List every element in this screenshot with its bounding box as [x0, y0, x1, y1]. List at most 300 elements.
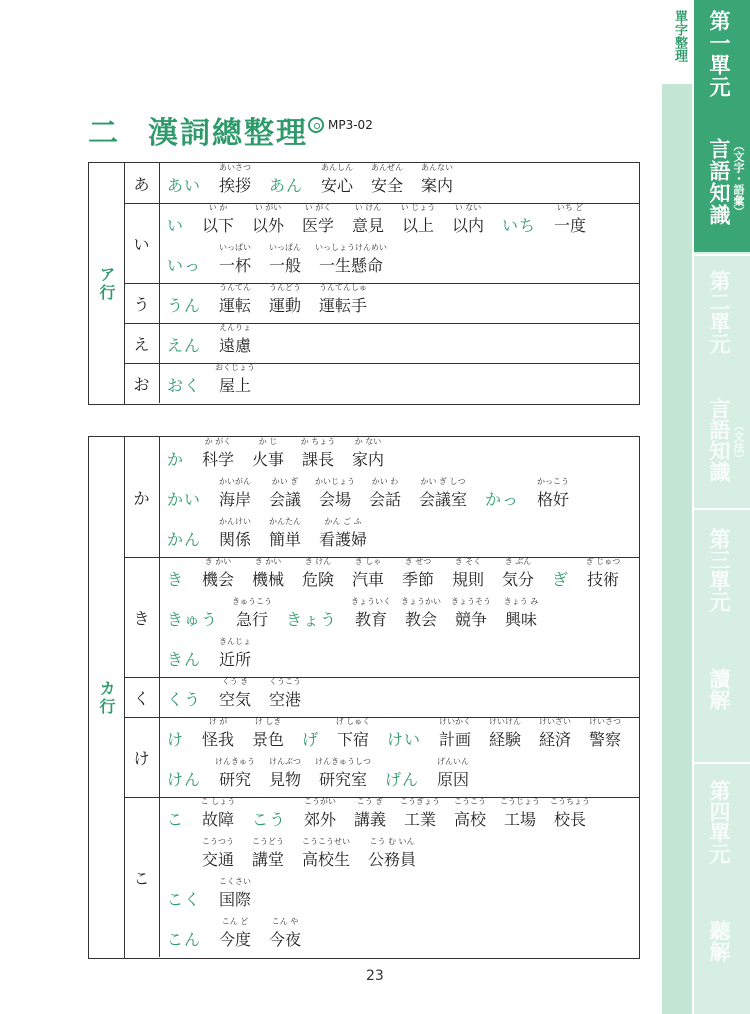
kanji-text: 高校生 — [302, 850, 351, 869]
kana-label: あ — [124, 163, 160, 203]
sidebar-side-strip — [662, 0, 692, 1014]
reading-prefix — [167, 927, 201, 950]
kanji-text: 研究室 — [319, 770, 368, 789]
kanji-word — [215, 757, 255, 790]
kanji-text: 季節 — [402, 570, 435, 589]
furigana: こくさい — [219, 877, 251, 886]
kanji-text: 汽車 — [352, 570, 385, 589]
furigana: こん ど — [221, 917, 249, 926]
furigana: こう む いん — [369, 837, 415, 846]
furigana: かいがん — [219, 477, 251, 486]
kanji-text: 屋上 — [219, 376, 252, 395]
reading-prefix — [167, 687, 201, 710]
furigana: きょうかい — [401, 597, 441, 606]
reading-text: けい — [387, 730, 422, 749]
furigana: い けん — [354, 203, 382, 212]
kanji-text: 競争 — [455, 610, 488, 629]
kanji-word — [437, 757, 470, 790]
kanji-text: 医学 — [302, 216, 335, 235]
reading-prefix — [286, 607, 337, 630]
kana-label: き — [124, 557, 160, 677]
vocab-line — [167, 283, 637, 323]
vocab-line — [167, 363, 637, 403]
kanji-text: 科学 — [202, 450, 235, 469]
kana-row — [124, 437, 639, 558]
vocab-line — [167, 163, 637, 203]
kanji-word — [369, 477, 402, 510]
furigana: かい わ — [371, 477, 399, 486]
kanji-word — [421, 163, 454, 196]
vocab-line — [167, 637, 637, 677]
furigana: あいさつ — [219, 163, 251, 172]
furigana: いっぱい — [219, 243, 251, 252]
vocab-line — [167, 243, 637, 283]
furigana: けいさつ — [589, 717, 621, 726]
kanji-text: 格好 — [537, 490, 570, 509]
row-group-text: ア行 — [97, 265, 116, 302]
kanji-text: 工場 — [504, 810, 537, 829]
reading-text: こん — [167, 930, 202, 949]
kana-row — [124, 557, 639, 678]
kanji-text: 看護婦 — [319, 530, 368, 549]
kanji-text: 経済 — [539, 730, 572, 749]
vocab-table — [88, 436, 640, 959]
kanji-text: 計画 — [439, 730, 472, 749]
kanji-word — [401, 597, 441, 630]
kanji-text: 安心 — [321, 176, 354, 195]
reading-text: こう — [252, 810, 287, 829]
vocab-line — [167, 517, 637, 557]
furigana: き しゃ — [354, 557, 382, 566]
kanji-word — [352, 437, 385, 470]
kanji-word — [502, 557, 535, 590]
furigana: いち ど — [556, 203, 584, 212]
furigana: け が — [208, 717, 228, 726]
furigana: き けん — [304, 557, 332, 566]
kanji-word — [252, 203, 285, 236]
furigana: げんいん — [437, 757, 469, 766]
kana-row — [124, 797, 639, 957]
furigana: げ しゅく — [335, 717, 371, 726]
kanji-word — [352, 557, 385, 590]
reading-prefix — [167, 887, 201, 910]
furigana: か がく — [204, 437, 232, 446]
kanji-word — [315, 757, 371, 790]
kanji-word — [304, 797, 337, 830]
kana-label: え — [124, 323, 160, 363]
kanji-word — [402, 557, 435, 590]
furigana: けいかく — [439, 717, 471, 726]
kanji-word — [219, 243, 252, 276]
kanji-text: 急行 — [236, 610, 269, 629]
furigana: こうこうせい — [302, 837, 350, 846]
kanji-word — [219, 877, 252, 910]
reading-prefix — [167, 807, 184, 830]
unit-2-note: （文法） — [732, 420, 745, 464]
kanji-text: 教会 — [405, 610, 438, 629]
sidebar-divider — [694, 254, 750, 256]
kana-label: お — [124, 363, 160, 403]
furigana: かんたん — [269, 517, 301, 526]
furigana: き そく — [454, 557, 482, 566]
reading-text: えん — [167, 336, 202, 355]
kanji-text: 今夜 — [269, 930, 302, 949]
furigana: うんどう — [269, 283, 301, 292]
reading-text: げん — [385, 770, 420, 789]
furigana: くう き — [221, 677, 249, 686]
kanji-word — [219, 477, 252, 510]
kanji-text: 景色 — [252, 730, 285, 749]
vocab-line — [167, 837, 637, 877]
kanji-word — [439, 717, 472, 750]
kanji-word — [219, 323, 252, 356]
furigana: こん や — [271, 917, 299, 926]
unit-2-title[interactable]: 第二單元 — [707, 270, 731, 354]
kanji-text: 講堂 — [252, 850, 285, 869]
furigana: き せつ — [404, 557, 432, 566]
kana-label: け — [124, 717, 160, 797]
kanji-text: 家内 — [352, 450, 385, 469]
furigana: けいざい — [539, 717, 571, 726]
furigana: あんしん — [321, 163, 353, 172]
furigana: け しき — [254, 717, 282, 726]
furigana: き かい — [254, 557, 282, 566]
furigana: あんない — [421, 163, 453, 172]
kanji-word — [269, 517, 302, 550]
sidebar-divider — [694, 762, 750, 764]
vocab-line — [167, 437, 637, 477]
reading-prefix — [167, 767, 201, 790]
kanji-word — [219, 677, 252, 710]
furigana: かんけい — [219, 517, 251, 526]
furigana: かい ぎ — [271, 477, 299, 486]
kana-row — [124, 283, 639, 324]
kanji-word — [315, 477, 355, 510]
kanji-text: 技術 — [587, 570, 620, 589]
furigana: いっしょうけんめい — [315, 243, 387, 252]
kanji-text: 機械 — [252, 570, 285, 589]
kanji-text: 警察 — [589, 730, 622, 749]
kanji-text: 以外 — [252, 216, 285, 235]
kanji-word — [319, 517, 368, 550]
row-group-label — [89, 163, 125, 404]
kanji-text: 郊外 — [304, 810, 337, 829]
unit-4-subtitle: 聽解 — [707, 920, 731, 962]
kanji-word — [352, 203, 385, 236]
kanji-text: 教育 — [355, 610, 388, 629]
sidebar-side-label[interactable]: 單字整理 — [672, 10, 687, 62]
kanji-word — [219, 637, 252, 670]
kanji-text: 空港 — [269, 690, 302, 709]
kana-row — [124, 163, 639, 204]
kanji-text: 運転手 — [319, 296, 368, 315]
kanji-text: 運転 — [219, 296, 252, 315]
kanji-word — [219, 917, 252, 950]
vocab-line — [167, 203, 637, 243]
reading-prefix — [302, 727, 319, 750]
kanji-text: 会議室 — [419, 490, 468, 509]
furigana: こうつう — [202, 837, 234, 846]
vocab-line — [167, 717, 637, 757]
reading-text: けん — [167, 770, 202, 789]
kanji-word — [202, 203, 235, 236]
furigana: か ない — [354, 437, 382, 446]
furigana: きゅうこう — [232, 597, 272, 606]
kanji-word — [269, 677, 302, 710]
kanji-word — [252, 837, 285, 870]
kana-label: か — [124, 437, 160, 557]
kanji-word — [489, 717, 522, 750]
kanji-text: 校長 — [554, 810, 587, 829]
kanji-word — [503, 597, 539, 630]
kanji-word — [252, 717, 285, 750]
reading-prefix — [502, 213, 536, 236]
furigana: けんきゅう — [215, 757, 255, 766]
kanji-text: 挨拶 — [219, 176, 252, 195]
sidebar — [662, 0, 750, 1014]
furigana: かいじょう — [315, 477, 355, 486]
kanji-text: 怪我 — [202, 730, 235, 749]
vocab-line — [167, 677, 637, 717]
reading-prefix — [167, 567, 184, 590]
reading-prefix — [167, 527, 201, 550]
kanji-text: 火事 — [252, 450, 285, 469]
kanji-word — [371, 163, 404, 196]
kanji-word — [269, 757, 302, 790]
kanji-word — [452, 203, 485, 236]
furigana: き ぶん — [504, 557, 532, 566]
kanji-word — [335, 717, 371, 750]
kanji-text: 以上 — [402, 216, 435, 235]
kanji-word — [500, 797, 540, 830]
kanji-text: 近所 — [219, 650, 252, 669]
furigana: うんてんしゅ — [319, 283, 367, 292]
kanji-word — [269, 243, 302, 276]
kanji-text: 一般 — [269, 256, 302, 275]
reading-prefix — [167, 607, 218, 630]
kanji-word — [585, 557, 621, 590]
unit-2-subtitle: 言語知識 — [707, 398, 731, 482]
reading-text: あい — [167, 176, 202, 195]
kanji-word — [219, 283, 252, 316]
furigana: こうぎょう — [400, 797, 440, 806]
kanji-word — [269, 917, 302, 950]
furigana: こうがい — [304, 797, 336, 806]
kana-label: い — [124, 203, 160, 283]
furigana: い ない — [454, 203, 482, 212]
reading-text: きょう — [286, 610, 338, 629]
kanji-text: 安全 — [371, 176, 404, 195]
kana-label: く — [124, 677, 160, 717]
sidebar-divider — [694, 508, 750, 510]
kanji-text: 講義 — [354, 810, 387, 829]
reading-text: い — [167, 216, 185, 235]
kanji-word — [319, 283, 368, 316]
cd-icon — [308, 117, 324, 133]
furigana: おくじょう — [215, 363, 255, 372]
kanji-word — [537, 477, 570, 510]
reading-prefix — [167, 253, 201, 276]
furigana: きょういく — [351, 597, 391, 606]
furigana: こうどう — [252, 837, 284, 846]
page-number: 23 — [366, 968, 384, 984]
kanji-word — [451, 597, 491, 630]
reading-prefix — [167, 333, 201, 356]
section-title: 漢詞總整理 — [148, 116, 308, 151]
kana-row — [124, 323, 639, 364]
furigana: い がく — [304, 203, 332, 212]
kanji-word — [368, 837, 417, 870]
audio-track[interactable] — [308, 117, 373, 133]
kanji-text: 規則 — [452, 570, 485, 589]
reading-prefix — [167, 487, 201, 510]
kanji-text: 研究 — [219, 770, 252, 789]
reading-prefix — [167, 447, 184, 470]
kanji-word — [269, 477, 302, 510]
section-number: 二 — [88, 116, 118, 151]
kanji-word — [200, 797, 236, 830]
furigana: くうこう — [269, 677, 301, 686]
kanji-text: 会話 — [369, 490, 402, 509]
kanji-word — [321, 163, 354, 196]
reading-prefix — [167, 373, 201, 396]
kanji-word — [232, 597, 272, 630]
kanji-word — [554, 203, 587, 236]
kanji-word — [354, 797, 387, 830]
kanji-text: 関係 — [219, 530, 252, 549]
furigana: こ しょう — [200, 797, 236, 806]
kanji-text: 経験 — [489, 730, 522, 749]
kanji-word — [400, 203, 436, 236]
kana-row — [124, 717, 639, 798]
kanji-word — [302, 837, 351, 870]
unit-4-title[interactable]: 第四單元 — [707, 780, 731, 864]
reading-prefix — [269, 173, 303, 196]
kanji-word — [302, 203, 335, 236]
kanji-word — [400, 797, 440, 830]
kanji-word — [452, 557, 485, 590]
vocab-line — [167, 797, 637, 837]
kanji-text: 下宿 — [337, 730, 370, 749]
furigana: かっこう — [537, 477, 569, 486]
kanji-text: 原因 — [437, 770, 470, 789]
furigana: こうじょう — [500, 797, 540, 806]
kanji-text: 運動 — [269, 296, 302, 315]
kanji-text: 意見 — [352, 216, 385, 235]
kanji-text: 会議 — [269, 490, 302, 509]
reading-prefix — [167, 293, 201, 316]
reading-text: げ — [302, 730, 320, 749]
reading-text: け — [167, 730, 185, 749]
kana-row — [124, 677, 639, 718]
reading-prefix — [167, 647, 201, 670]
kana-row — [124, 363, 639, 403]
kana-label: こ — [124, 797, 160, 957]
furigana: きょうそう — [451, 597, 491, 606]
furigana: こうちょう — [550, 797, 590, 806]
reading-text: かっ — [485, 490, 520, 509]
kanji-text: 交通 — [202, 850, 235, 869]
furigana: い か — [208, 203, 228, 212]
unit-1-title[interactable]: 第一單元 — [707, 10, 731, 98]
unit-1-note: （文字・語彙） — [732, 140, 745, 217]
reading-text: うん — [167, 296, 202, 315]
kanji-text: 見物 — [269, 770, 302, 789]
kanji-text: 今度 — [219, 930, 252, 949]
furigana: い がい — [254, 203, 282, 212]
unit-3-title[interactable]: 第三單元 — [707, 528, 731, 612]
furigana: けいけん — [489, 717, 521, 726]
kanji-word — [202, 557, 235, 590]
kanji-text: 空気 — [219, 690, 252, 709]
furigana: えんりょ — [219, 323, 251, 332]
kanji-word — [269, 283, 302, 316]
reading-prefix — [385, 767, 419, 790]
furigana: い じょう — [400, 203, 436, 212]
vocab-line — [167, 917, 637, 957]
reading-prefix — [167, 727, 184, 750]
furigana: かい ぎ しつ — [420, 477, 466, 486]
furigana: ぎ じゅつ — [585, 557, 621, 566]
furigana: きょう み — [503, 597, 539, 606]
kana-label: う — [124, 283, 160, 323]
furigana: いっぱん — [269, 243, 301, 252]
row-group-label — [89, 437, 125, 958]
kanji-text: 一度 — [554, 216, 587, 235]
vocab-line — [167, 597, 637, 637]
reading-prefix — [387, 727, 421, 750]
reading-text: きゅう — [167, 610, 219, 629]
kanji-word — [351, 597, 391, 630]
reading-prefix — [252, 807, 286, 830]
kanji-text: 以下 — [202, 216, 235, 235]
furigana: か ちょう — [300, 437, 336, 446]
furigana: こう ぎ — [356, 797, 384, 806]
vocab-line — [167, 557, 637, 597]
reading-prefix — [167, 173, 201, 196]
kanji-word — [215, 363, 255, 396]
kanji-word — [589, 717, 622, 750]
furigana: けんぶつ — [269, 757, 301, 766]
furigana: かん ご ふ — [324, 517, 362, 526]
kanji-word — [219, 517, 252, 550]
reading-text: くう — [167, 690, 202, 709]
kanji-word — [252, 557, 285, 590]
furigana: けんきゅうしつ — [315, 757, 371, 766]
vocab-table — [88, 162, 640, 405]
kanji-text: 案内 — [421, 176, 454, 195]
reading-text: きん — [167, 650, 202, 669]
reading-text: おく — [167, 376, 202, 395]
unit-3-subtitle: 讀解 — [707, 668, 731, 710]
furigana: あんぜん — [371, 163, 403, 172]
vocab-line — [167, 757, 637, 797]
furigana: き かい — [204, 557, 232, 566]
reading-prefix — [552, 567, 569, 590]
kanji-text: 気分 — [502, 570, 535, 589]
kanji-word — [419, 477, 468, 510]
kanji-text: 一杯 — [219, 256, 252, 275]
kanji-text: 一生懸命 — [319, 256, 384, 275]
kanji-text: 以内 — [452, 216, 485, 235]
kanji-word — [300, 437, 336, 470]
unit-1-subtitle: 言語知識 — [707, 138, 731, 226]
reading-text: いち — [502, 216, 537, 235]
furigana: こうこう — [454, 797, 486, 806]
kanji-word — [252, 437, 285, 470]
kanji-text: 危険 — [302, 570, 335, 589]
kanji-text: 遠慮 — [219, 336, 252, 355]
